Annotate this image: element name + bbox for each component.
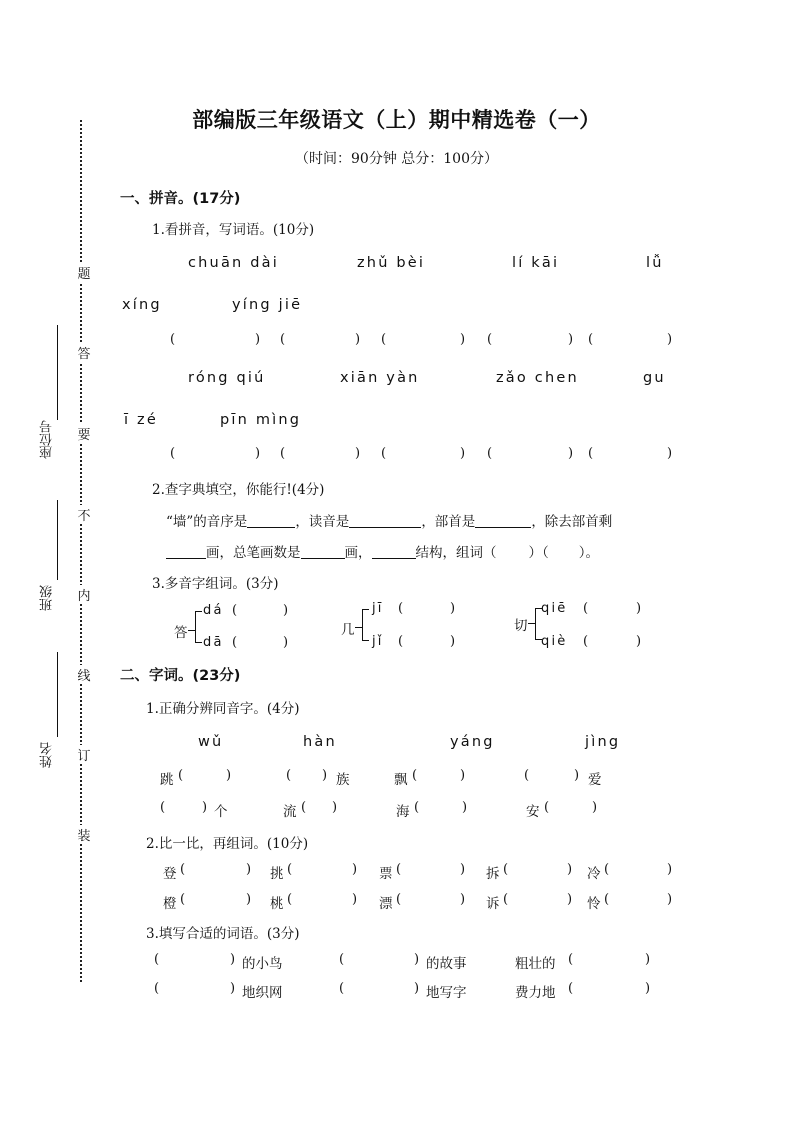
paren-close: ) bbox=[636, 601, 642, 616]
paren-open: ( bbox=[339, 952, 345, 967]
pinyin: ī zé bbox=[124, 412, 158, 428]
poly-char: 切 bbox=[514, 618, 528, 634]
fill-word-text: 粗壮的 bbox=[515, 956, 556, 972]
compare-char: 怜 bbox=[587, 896, 601, 912]
q2-text: ，读音是 bbox=[295, 514, 350, 530]
paren-open: ( bbox=[568, 952, 574, 967]
q2-text: ，部首是 bbox=[421, 514, 476, 530]
paren-close: ) bbox=[460, 332, 466, 347]
pinyin: xíng bbox=[122, 297, 162, 313]
fill-blank[interactable] bbox=[166, 544, 206, 559]
paren-close: ) bbox=[636, 634, 642, 649]
pinyin: yíng jiē bbox=[232, 297, 303, 313]
paren-close: ) bbox=[460, 892, 466, 907]
brace-stem bbox=[528, 623, 535, 624]
paren-close: ) bbox=[462, 800, 468, 815]
paren-open: ( bbox=[287, 862, 293, 877]
paren-close: ) bbox=[592, 800, 598, 815]
binding-char: 装 bbox=[76, 825, 92, 844]
homophone-char: 安 bbox=[526, 804, 540, 820]
paren-open: ( bbox=[160, 800, 166, 815]
q2-text: 画， bbox=[344, 545, 372, 561]
paren-open: ( bbox=[170, 446, 176, 461]
pinyin: zǎo chen bbox=[496, 370, 579, 386]
homophone-char: 跳 bbox=[160, 772, 174, 788]
pinyin: hàn bbox=[303, 734, 337, 750]
paren-close: ) bbox=[414, 981, 420, 996]
s2-q2-prompt: 2.比一比，再组词。(10分) bbox=[146, 836, 309, 852]
paren-open: ( bbox=[588, 332, 594, 347]
poly-char: 几 bbox=[341, 622, 355, 638]
paren-open: ( bbox=[414, 800, 420, 815]
paren-open: ( bbox=[503, 892, 509, 907]
fill-blank[interactable] bbox=[247, 513, 295, 528]
paren-open: ( bbox=[588, 446, 594, 461]
paren-open: ( bbox=[568, 981, 574, 996]
fill-word-text: 地织网 bbox=[242, 985, 283, 1001]
pinyin: pīn mìng bbox=[220, 412, 302, 428]
binding-char: 答 bbox=[76, 343, 92, 362]
paren-open: ( bbox=[232, 635, 238, 650]
paren-open: ( bbox=[178, 768, 184, 783]
paren-close: ) bbox=[246, 862, 252, 877]
paren-open: ( bbox=[396, 862, 402, 877]
paren-open: ( bbox=[280, 446, 286, 461]
paren-open: ( bbox=[154, 981, 160, 996]
fill-word-text: 的小鸟 bbox=[242, 956, 283, 972]
paren-close: ) bbox=[352, 892, 358, 907]
paren-close: ) bbox=[355, 332, 361, 347]
fill-blank[interactable] bbox=[301, 544, 345, 559]
compare-char: 冷 bbox=[587, 866, 601, 882]
s2-q1-prompt: 1.正确分辨同音字。(4分) bbox=[146, 701, 300, 717]
homophone-char: 飘 bbox=[394, 772, 408, 788]
paren-open: ( bbox=[381, 332, 387, 347]
paren-open: ( bbox=[154, 952, 160, 967]
pinyin: lí kāi bbox=[512, 255, 560, 271]
s1-q2-prompt: 2.查字典填空，你能行!(4分) bbox=[152, 482, 325, 498]
compare-char: 桃 bbox=[270, 896, 284, 912]
paren-close: ) bbox=[460, 862, 466, 877]
compare-char: 漂 bbox=[379, 896, 393, 912]
class-label: 班级 bbox=[40, 585, 55, 611]
pinyin: gu bbox=[643, 370, 666, 386]
brace bbox=[195, 611, 202, 643]
paren-open: ( bbox=[287, 892, 293, 907]
paren-close: ) bbox=[667, 332, 673, 347]
paren-close: ) bbox=[230, 981, 236, 996]
paren-open: ( bbox=[398, 601, 404, 616]
binding-char: 要 bbox=[76, 424, 92, 443]
poly-reading: jī bbox=[372, 601, 384, 616]
seat-number-blank bbox=[57, 325, 58, 420]
fill-blank[interactable] bbox=[349, 513, 421, 528]
paren-open: ( bbox=[301, 800, 307, 815]
paren-close: ) bbox=[568, 446, 574, 461]
fill-word-text: 费力地 bbox=[515, 985, 556, 1001]
homophone-char: 族 bbox=[336, 772, 350, 788]
paren-open: ( bbox=[544, 800, 550, 815]
name-blank bbox=[57, 652, 58, 737]
paren-open: ( bbox=[232, 603, 238, 618]
paren-close: ) bbox=[460, 446, 466, 461]
paren-close: ) bbox=[667, 446, 673, 461]
class-blank bbox=[57, 500, 58, 580]
s2-q3-prompt: 3.填写合适的词语。(3分) bbox=[146, 926, 300, 942]
paren-close: ) bbox=[645, 981, 651, 996]
binding-char: 不 bbox=[76, 505, 92, 524]
paren-open: ( bbox=[604, 862, 610, 877]
compare-char: 橙 bbox=[163, 896, 177, 912]
paren-close: ) bbox=[450, 634, 456, 649]
paren-open: ( bbox=[583, 634, 589, 649]
q2-text: 结构，组词（ bbox=[415, 545, 497, 561]
fill-blank[interactable] bbox=[372, 544, 416, 559]
poly-reading: dā bbox=[203, 635, 224, 650]
poly-reading: qiè bbox=[541, 634, 568, 649]
paren-close: ) bbox=[230, 952, 236, 967]
homophone-char: 个 bbox=[214, 804, 228, 820]
paren-close: ) bbox=[226, 768, 232, 783]
paren-close: ) bbox=[202, 800, 208, 815]
fill-word-text: 的故事 bbox=[426, 956, 467, 972]
pinyin: róng qiú bbox=[188, 370, 266, 386]
paren-open: ( bbox=[524, 768, 530, 783]
name-label: 姓名 bbox=[40, 742, 55, 768]
paren-open: ( bbox=[398, 634, 404, 649]
poly-reading: qiē bbox=[541, 601, 568, 616]
s1-q3-prompt: 3.多音字组词。(3分) bbox=[152, 576, 279, 592]
paren-close: ) bbox=[568, 332, 574, 347]
paren-close: ) bbox=[322, 768, 328, 783]
binding-dotted-line bbox=[80, 120, 82, 982]
binding-char: 线 bbox=[76, 665, 92, 684]
brace-stem bbox=[188, 630, 195, 631]
paren-close: ) bbox=[255, 332, 261, 347]
paren-open: ( bbox=[339, 981, 345, 996]
compare-char: 登 bbox=[163, 866, 177, 882]
paren-open: ( bbox=[412, 768, 418, 783]
paren-open: ( bbox=[396, 892, 402, 907]
paren-open: ( bbox=[583, 601, 589, 616]
paren-close: ) bbox=[567, 862, 573, 877]
paren-open: ( bbox=[180, 892, 186, 907]
paren-close: ) bbox=[574, 768, 580, 783]
homophone-char: 爱 bbox=[588, 772, 602, 788]
paren-open: ( bbox=[280, 332, 286, 347]
pinyin: zhǔ bèi bbox=[357, 255, 426, 271]
s1-q1-prompt: 1.看拼音，写词语。(10分) bbox=[152, 222, 315, 238]
s1-q2-line1 bbox=[166, 510, 612, 530]
s1-q2-line2 bbox=[166, 541, 599, 561]
binding-char: 内 bbox=[76, 585, 92, 604]
poly-char: 答 bbox=[174, 625, 188, 641]
q2-text: ）（ bbox=[528, 545, 549, 561]
paren-close: ) bbox=[460, 768, 466, 783]
paren-close: ) bbox=[567, 892, 573, 907]
paren-close: ) bbox=[283, 603, 289, 618]
q2-text: ，除去部首剩 bbox=[531, 514, 613, 530]
homophone-char: 流 bbox=[283, 804, 297, 820]
paren-open: ( bbox=[170, 332, 176, 347]
paren-close: ) bbox=[352, 862, 358, 877]
paren-close: ) bbox=[450, 601, 456, 616]
paren-close: ) bbox=[667, 892, 673, 907]
page-title: 部编版三年级语文（上）期中精选卷（一） bbox=[192, 108, 601, 132]
pinyin: wǔ bbox=[198, 734, 224, 750]
pinyin: xiān yàn bbox=[340, 370, 420, 386]
brace bbox=[362, 609, 369, 641]
poly-reading: dá bbox=[203, 603, 224, 618]
section2-heading: 二、字词。(23分) bbox=[120, 668, 241, 684]
paren-open: ( bbox=[487, 446, 493, 461]
poly-reading: jǐ bbox=[372, 634, 384, 649]
pinyin: yáng bbox=[450, 734, 495, 750]
pinyin: jìng bbox=[585, 734, 621, 750]
pinyin: lǚ bbox=[646, 255, 664, 271]
seat-number-label: 座位号 bbox=[40, 420, 55, 459]
paren-close: ) bbox=[332, 800, 338, 815]
paren-open: ( bbox=[503, 862, 509, 877]
compare-char: 拆 bbox=[486, 866, 500, 882]
page-subtitle: （时间：90分钟 总分：100分） bbox=[295, 151, 498, 167]
binding-char: 题 bbox=[76, 263, 92, 282]
fill-word-text: 地写字 bbox=[426, 985, 467, 1001]
binding-char: 订 bbox=[76, 745, 92, 764]
paren-close: ) bbox=[667, 862, 673, 877]
paren-open: ( bbox=[381, 446, 387, 461]
paren-open: ( bbox=[180, 862, 186, 877]
paren-close: ) bbox=[255, 446, 261, 461]
paren-close: ) bbox=[414, 952, 420, 967]
paren-close: ) bbox=[246, 892, 252, 907]
homophone-char: 海 bbox=[396, 804, 410, 820]
compare-char: 票 bbox=[379, 866, 393, 882]
paren-close: ) bbox=[355, 446, 361, 461]
compare-char: 挑 bbox=[270, 866, 284, 882]
paren-open: ( bbox=[604, 892, 610, 907]
fill-blank[interactable] bbox=[475, 513, 531, 528]
q2-text: “墙”的音序是 bbox=[166, 514, 248, 530]
brace-stem bbox=[355, 627, 362, 628]
q2-text: 画，总笔画数是 bbox=[206, 545, 301, 561]
paren-open: ( bbox=[487, 332, 493, 347]
section1-heading: 一、拼音。(17分) bbox=[120, 191, 241, 207]
q2-text: ）。 bbox=[578, 545, 599, 561]
paren-open: ( bbox=[286, 768, 292, 783]
pinyin: chuān dài bbox=[188, 255, 279, 271]
paren-close: ) bbox=[283, 635, 289, 650]
paren-close: ) bbox=[645, 952, 651, 967]
compare-char: 诉 bbox=[486, 896, 500, 912]
